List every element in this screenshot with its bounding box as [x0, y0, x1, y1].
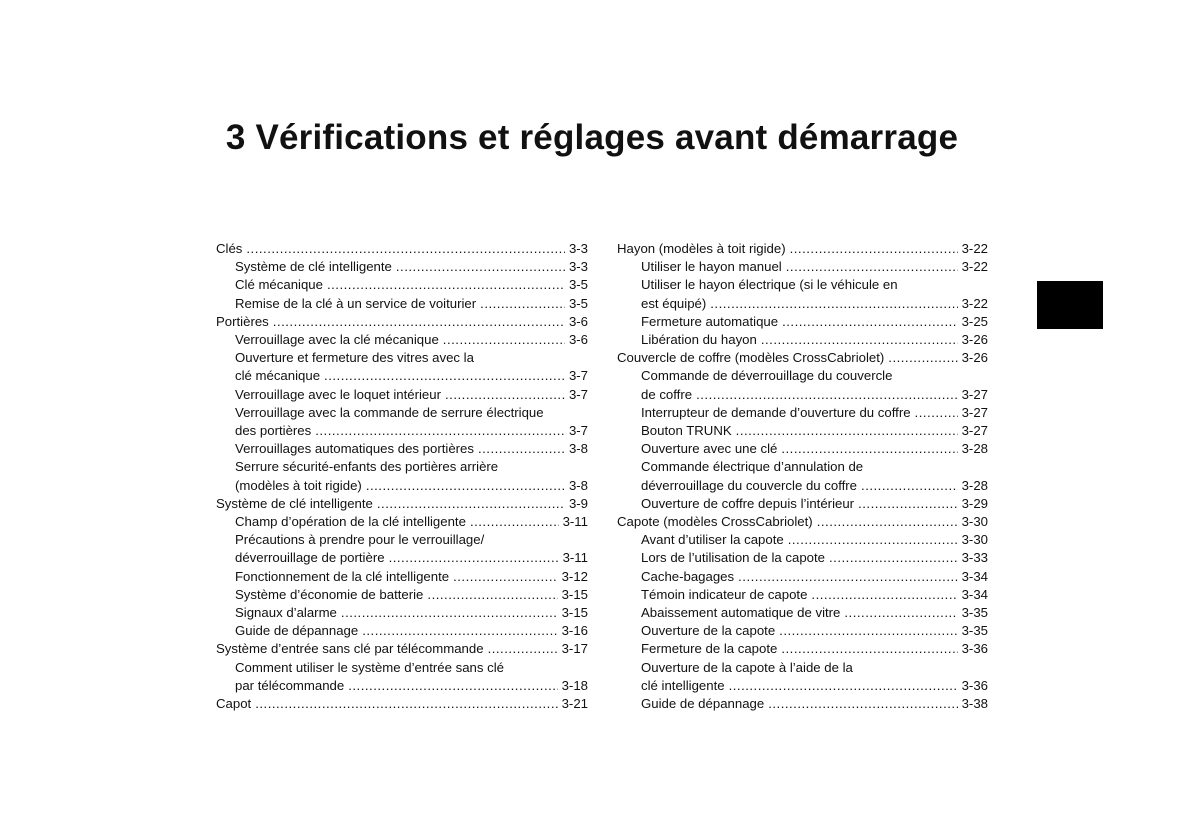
- toc-entry[interactable]: [216, 586, 588, 604]
- dot-leader: [377, 495, 565, 513]
- dot-leader: [255, 695, 557, 713]
- dot-leader: [389, 549, 559, 567]
- toc-entry-text: Commande électrique d’annulation de: [641, 459, 864, 475]
- dot-leader: [738, 568, 957, 586]
- toc-entry[interactable]: [216, 258, 588, 276]
- dot-leader: [915, 404, 958, 422]
- toc-entry[interactable]: [617, 495, 988, 513]
- toc-entry-text: Utiliser le hayon électrique (si le véhicule en: [641, 277, 898, 293]
- toc-entry-text: Système d’économie de batterie: [235, 586, 424, 602]
- toc-entry-text: clé intelligente: [641, 677, 725, 693]
- toc-page-number: 3-27: [961, 404, 988, 420]
- toc-entry[interactable]: [617, 568, 988, 586]
- toc-entry-text: Bouton TRUNK: [641, 423, 732, 439]
- toc-page-number: 3-11: [562, 550, 588, 566]
- dot-leader: [781, 640, 957, 658]
- toc-entry-text: Couvercle de coffre (modèles CrossCabriolet): [617, 350, 885, 366]
- toc-right-column: [617, 240, 988, 713]
- dot-leader: [844, 604, 957, 622]
- dot-leader: [811, 586, 957, 604]
- toc-entry-text: Avant d’utiliser la capote: [641, 532, 784, 548]
- toc-entry[interactable]: [617, 331, 988, 349]
- toc-page-number: 3-30: [961, 514, 988, 530]
- toc-page-number: 3-21: [561, 696, 588, 712]
- toc-entry-text: Ouverture avec une clé: [641, 441, 778, 457]
- toc-entry[interactable]: [216, 604, 588, 622]
- toc-entry-text: de coffre: [641, 386, 693, 402]
- dot-leader: [273, 313, 565, 331]
- toc-entry[interactable]: [617, 349, 988, 367]
- toc-entry[interactable]: [216, 404, 588, 440]
- toc-entry-text: Fonctionnement de la clé intelligente: [235, 568, 450, 584]
- toc-page-number: 3-7: [568, 423, 588, 439]
- dot-leader: [861, 477, 958, 495]
- toc-entry-text: Guide de dépannage: [235, 623, 359, 639]
- toc-page-number: 3-8: [568, 477, 588, 493]
- toc-entry[interactable]: [617, 276, 988, 312]
- chapter-title: 3 Vérifications et réglages avant démarrage: [225, 118, 959, 157]
- toc-entry[interactable]: [617, 531, 988, 549]
- toc-page-number: 3-15: [561, 605, 588, 621]
- dot-leader: [453, 568, 558, 586]
- toc-page-number: 3-26: [961, 350, 988, 366]
- toc-page-number: 3-26: [961, 332, 988, 348]
- toc-entry[interactable]: [216, 568, 588, 586]
- toc-page-number: 3-25: [961, 313, 988, 329]
- toc-entry-text: Utiliser le hayon manuel: [641, 259, 782, 275]
- toc-entry-text: Clés: [216, 241, 243, 256]
- dot-leader: [366, 477, 565, 495]
- dot-leader: [788, 531, 958, 549]
- dot-leader: [768, 695, 957, 713]
- toc-page-number: 3-7: [568, 386, 588, 402]
- toc-entry-text: Verrouillage avec la commande de serrure électrique: [235, 404, 544, 420]
- toc-page-number: 3-5: [568, 295, 588, 311]
- dot-leader: [786, 258, 958, 276]
- dot-leader: [470, 513, 559, 531]
- toc-entry-text: Ouverture de coffre depuis l’intérieur: [641, 495, 855, 511]
- toc-entry[interactable]: [216, 440, 588, 458]
- toc-page-number: 3-35: [961, 623, 988, 639]
- toc-page-number: 3-29: [961, 495, 988, 511]
- toc-entry[interactable]: [216, 458, 588, 494]
- toc-page-number: 3-6: [568, 313, 588, 329]
- toc-page-number: 3-22: [961, 241, 988, 256]
- toc-entry-text: Clé mécanique: [235, 277, 323, 293]
- dot-leader: [781, 440, 957, 458]
- toc-page-number: 3-22: [961, 259, 988, 275]
- toc-entry[interactable]: [216, 331, 588, 349]
- dot-leader: [443, 331, 565, 349]
- toc-entry-text: Lors de l’utilisation de la capote: [641, 550, 826, 566]
- toc-entry-text: Capot: [216, 696, 252, 712]
- toc-page-number: 3-28: [961, 441, 988, 457]
- toc-entry[interactable]: [617, 640, 988, 658]
- toc-page-number: 3-36: [961, 677, 988, 693]
- toc-page-number: 3-22: [961, 295, 988, 311]
- toc-entry[interactable]: [216, 495, 588, 513]
- toc-entry-text: Commande de déverrouillage du couvercle: [641, 368, 893, 384]
- toc-page-number: 3-18: [561, 677, 588, 693]
- dot-leader: [427, 586, 557, 604]
- toc-page-number: 3-6: [568, 332, 588, 348]
- toc-entry-text: Comment utiliser le système d’entrée sans clé: [235, 659, 504, 675]
- toc-page-number: 3-28: [961, 477, 988, 493]
- dot-leader: [790, 240, 958, 258]
- dot-leader: [829, 549, 958, 567]
- dot-leader: [396, 258, 565, 276]
- toc-entry[interactable]: [216, 640, 588, 658]
- toc-entry-text: Verrouillage avec la clé mécanique: [235, 332, 439, 348]
- dot-leader: [348, 677, 557, 695]
- toc-entry[interactable]: [216, 386, 588, 404]
- toc-entry[interactable]: [617, 513, 988, 531]
- toc-entry-text: Système d’entrée sans clé par télécommande: [216, 641, 484, 657]
- toc-page-number: 3-5: [568, 277, 588, 293]
- toc-page-number: 3-3: [568, 259, 588, 275]
- toc-entry[interactable]: [216, 659, 588, 695]
- toc-entry-text: (modèles à toit rigide): [235, 477, 362, 493]
- dot-leader: [324, 367, 565, 385]
- dot-leader: [729, 677, 958, 695]
- toc-entry-text: Guide de dépannage: [641, 696, 765, 712]
- toc-page-number: 3-27: [961, 423, 988, 439]
- toc-page-number: 3-36: [961, 641, 988, 657]
- dot-leader: [246, 240, 565, 258]
- toc-entry[interactable]: [617, 659, 988, 695]
- dot-leader: [696, 386, 958, 404]
- toc-entry[interactable]: [617, 458, 988, 494]
- dot-leader: [327, 276, 565, 294]
- toc-entry-text: déverrouillage du couvercle du coffre: [641, 477, 858, 493]
- dot-leader: [445, 386, 565, 404]
- toc-entry[interactable]: [216, 313, 588, 331]
- toc-entry-text: clé mécanique: [235, 368, 321, 384]
- toc-entry[interactable]: [617, 367, 988, 403]
- toc-page-number: 3-16: [561, 623, 588, 639]
- toc-entry-text: Fermeture automatique: [641, 313, 779, 329]
- toc-entry[interactable]: [617, 604, 988, 622]
- dot-leader: [488, 640, 558, 658]
- toc-page-number: 3-17: [561, 641, 588, 657]
- toc-entry[interactable]: [617, 549, 988, 567]
- toc-entry-text: Ouverture de la capote: [641, 623, 776, 639]
- toc-entry[interactable]: [617, 586, 988, 604]
- dot-leader: [858, 495, 958, 513]
- toc-entry-text: Verrouillage avec le loquet intérieur: [235, 386, 441, 402]
- toc-page-number: 3-34: [961, 568, 988, 584]
- toc-page-number: 3-12: [561, 568, 588, 584]
- toc-page-number: 3-9: [568, 495, 588, 511]
- dot-leader: [478, 440, 565, 458]
- toc-entry[interactable]: [617, 422, 988, 440]
- toc-entry[interactable]: [617, 440, 988, 458]
- toc-entry[interactable]: [617, 622, 988, 640]
- toc-entry-text: Hayon (modèles à toit rigide): [617, 241, 786, 256]
- dot-leader: [341, 604, 558, 622]
- dot-leader: [480, 295, 565, 313]
- toc-entry-text: Système de clé intelligente: [235, 259, 392, 275]
- toc-entry-text: Serrure sécurité-enfants des portières arrière: [235, 459, 499, 475]
- dot-leader: [782, 313, 958, 331]
- toc-entry-text: Interrupteur de demande d’ouverture du coffre: [641, 404, 911, 420]
- toc-entry-text: Précautions à prendre pour le verrouillage/: [235, 532, 485, 548]
- toc-entry[interactable]: [617, 258, 988, 276]
- toc-entry-text: Remise de la clé à un service de voiturier: [235, 295, 477, 311]
- toc-page-number: 3-7: [568, 368, 588, 384]
- toc-entry[interactable]: [216, 622, 588, 640]
- dot-leader: [315, 422, 565, 440]
- toc-entry-text: déverrouillage de portière: [235, 550, 385, 566]
- toc-entry[interactable]: [216, 349, 588, 385]
- dot-leader: [888, 349, 957, 367]
- toc-left-column: [216, 240, 588, 713]
- toc-entry[interactable]: [617, 240, 988, 258]
- toc-page-number: 3-8: [568, 441, 588, 457]
- toc-page-number: 3-27: [961, 386, 988, 402]
- toc-entry[interactable]: [617, 404, 988, 422]
- dot-leader: [736, 422, 958, 440]
- toc-entry-text: des portières: [235, 423, 312, 439]
- toc-entry-text: Abaissement automatique de vitre: [641, 605, 841, 621]
- dot-leader: [761, 331, 958, 349]
- toc-entry-text: Libération du hayon: [641, 332, 757, 348]
- toc-entry-text: Fermeture de la capote: [641, 641, 778, 657]
- toc-entry[interactable]: [216, 240, 588, 258]
- toc-page-number: 3-35: [961, 605, 988, 621]
- toc-entry-text: Cache-bagages: [641, 568, 735, 584]
- toc-entry-text: est équipé): [641, 295, 707, 311]
- toc-entry-text: Ouverture de la capote à l’aide de la: [641, 659, 853, 675]
- toc-entry-text: Signaux d’alarme: [235, 605, 337, 621]
- toc-entry-text: Capote (modèles CrossCabriolet): [617, 514, 813, 530]
- toc-entry[interactable]: [216, 695, 588, 713]
- toc-entry[interactable]: [216, 513, 588, 531]
- chapter-tab-marker: [1037, 281, 1103, 329]
- toc-entry[interactable]: [617, 313, 988, 331]
- dot-leader: [362, 622, 557, 640]
- toc-entry[interactable]: [216, 276, 588, 294]
- toc-page-number: 3-30: [961, 532, 988, 548]
- dot-leader: [817, 513, 958, 531]
- dot-leader: [779, 622, 957, 640]
- toc-page-number: 3-38: [961, 696, 988, 712]
- toc-entry[interactable]: [617, 695, 988, 713]
- toc-entry[interactable]: [216, 295, 588, 313]
- dot-leader: [710, 295, 957, 313]
- toc-entry-text: Verrouillages automatiques des portières: [235, 441, 474, 457]
- toc-entry[interactable]: [216, 531, 588, 567]
- toc-entry-text: Portières: [216, 313, 269, 329]
- toc-entry-text: par télécommande: [235, 677, 345, 693]
- toc-page-number: 3-3: [568, 241, 588, 256]
- toc-page-number: 3-34: [961, 586, 988, 602]
- toc-entry-text: Témoin indicateur de capote: [641, 586, 808, 602]
- toc-entry-text: Ouverture et fermeture des vitres avec la: [235, 350, 474, 366]
- toc-entry-text: Champ d’opération de la clé intelligente: [235, 514, 466, 530]
- toc-page-number: 3-15: [561, 586, 588, 602]
- toc-page-number: 3-33: [961, 550, 988, 566]
- toc-page-number: 3-11: [562, 514, 588, 530]
- toc-entry-text: Système de clé intelligente: [216, 495, 373, 511]
